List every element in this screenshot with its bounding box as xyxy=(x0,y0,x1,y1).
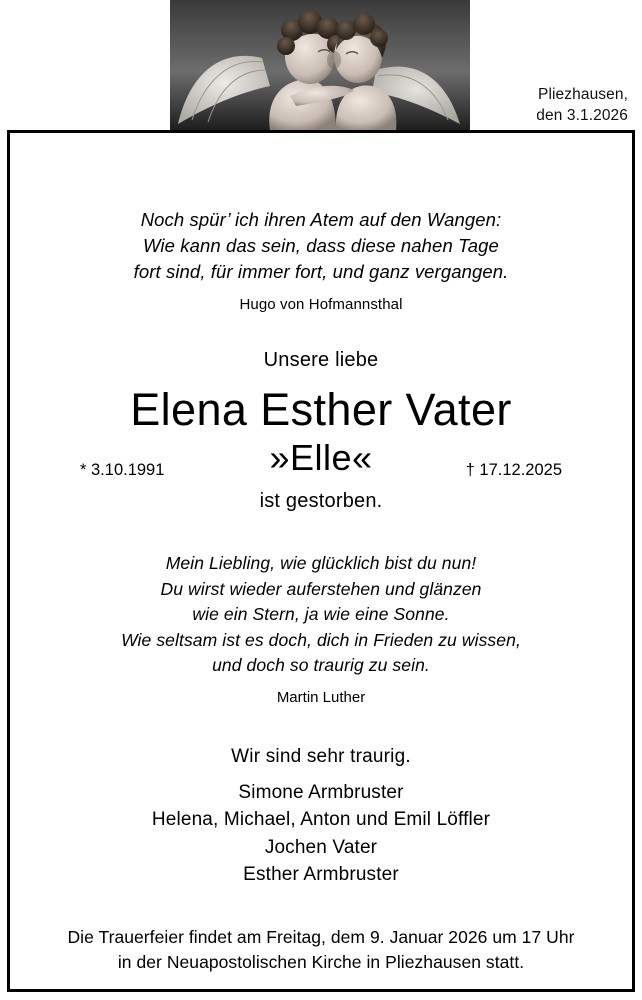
bottom-poem-line-3: wie ein Stern, ja wie eine Sonne. xyxy=(192,604,450,624)
date-line: den 3.1.2026 xyxy=(536,107,628,124)
bottom-poem-line-5: und doch so traurig zu sein. xyxy=(212,655,430,675)
ceremony-line-1: Die Trauerfeier findet am Freitag, dem 9. Januar 2026 um 17 Uhr xyxy=(67,926,575,947)
lead-text: Unsere liebe xyxy=(263,349,379,371)
mourning-intro: Wir sind sehr traurig. xyxy=(231,745,411,767)
mourner-3: Jochen Vater xyxy=(264,836,378,858)
header-area xyxy=(0,0,642,130)
nickname-and-dates-row xyxy=(28,434,614,482)
top-poem-line-2: Wie kann das sein, dass diese nahen Tage xyxy=(143,235,499,256)
top-poem-author: Hugo von Hofmannsthal xyxy=(239,296,403,313)
cherubs-photo xyxy=(170,0,470,130)
top-poem xyxy=(28,207,614,285)
nickname: »Elle« xyxy=(269,437,373,478)
mourners-list xyxy=(28,779,614,889)
bottom-poem-line-4: Wie seltsam ist es doch, dich in Frieden zu wissen, xyxy=(121,629,521,650)
death-date: † 17.12.2025 xyxy=(465,461,562,479)
place-and-date xyxy=(536,84,628,126)
bottom-poem-author: Martin Luther xyxy=(276,688,366,706)
mourner-4: Esther Armbruster xyxy=(243,864,399,885)
birth-date: * 3.10.1991 xyxy=(80,461,165,479)
bottom-poem-line-1: Mein Liebling, wie glücklich bist du nun! xyxy=(165,553,477,573)
bottom-poem-line-2: Du wirst wieder auferstehen und glänzen xyxy=(160,578,482,599)
mourner-2: Helena, Michael, Anton und Emil Löffler xyxy=(151,809,491,830)
cherubs-illustration xyxy=(170,0,470,130)
deceased-name: Elena Esther Vater xyxy=(130,384,512,435)
top-poem-line-1: Noch spür’ ich ihren Atem auf den Wangen: xyxy=(140,209,502,230)
death-statement: ist gestorben. xyxy=(259,490,383,512)
obituary-frame xyxy=(7,130,635,992)
bottom-poem xyxy=(28,551,614,679)
top-poem-line-3: fort sind, für immer fort, und ganz vergangen. xyxy=(133,261,509,282)
place-line: Pliezhausen, xyxy=(538,86,628,103)
mourner-1: Simone Armbruster xyxy=(238,781,404,803)
ceremony-line-2: in der Neuapostolischen Kirche in Pliezhausen statt. xyxy=(117,951,525,972)
obituary-content xyxy=(10,207,632,975)
ceremony-info xyxy=(28,925,614,975)
